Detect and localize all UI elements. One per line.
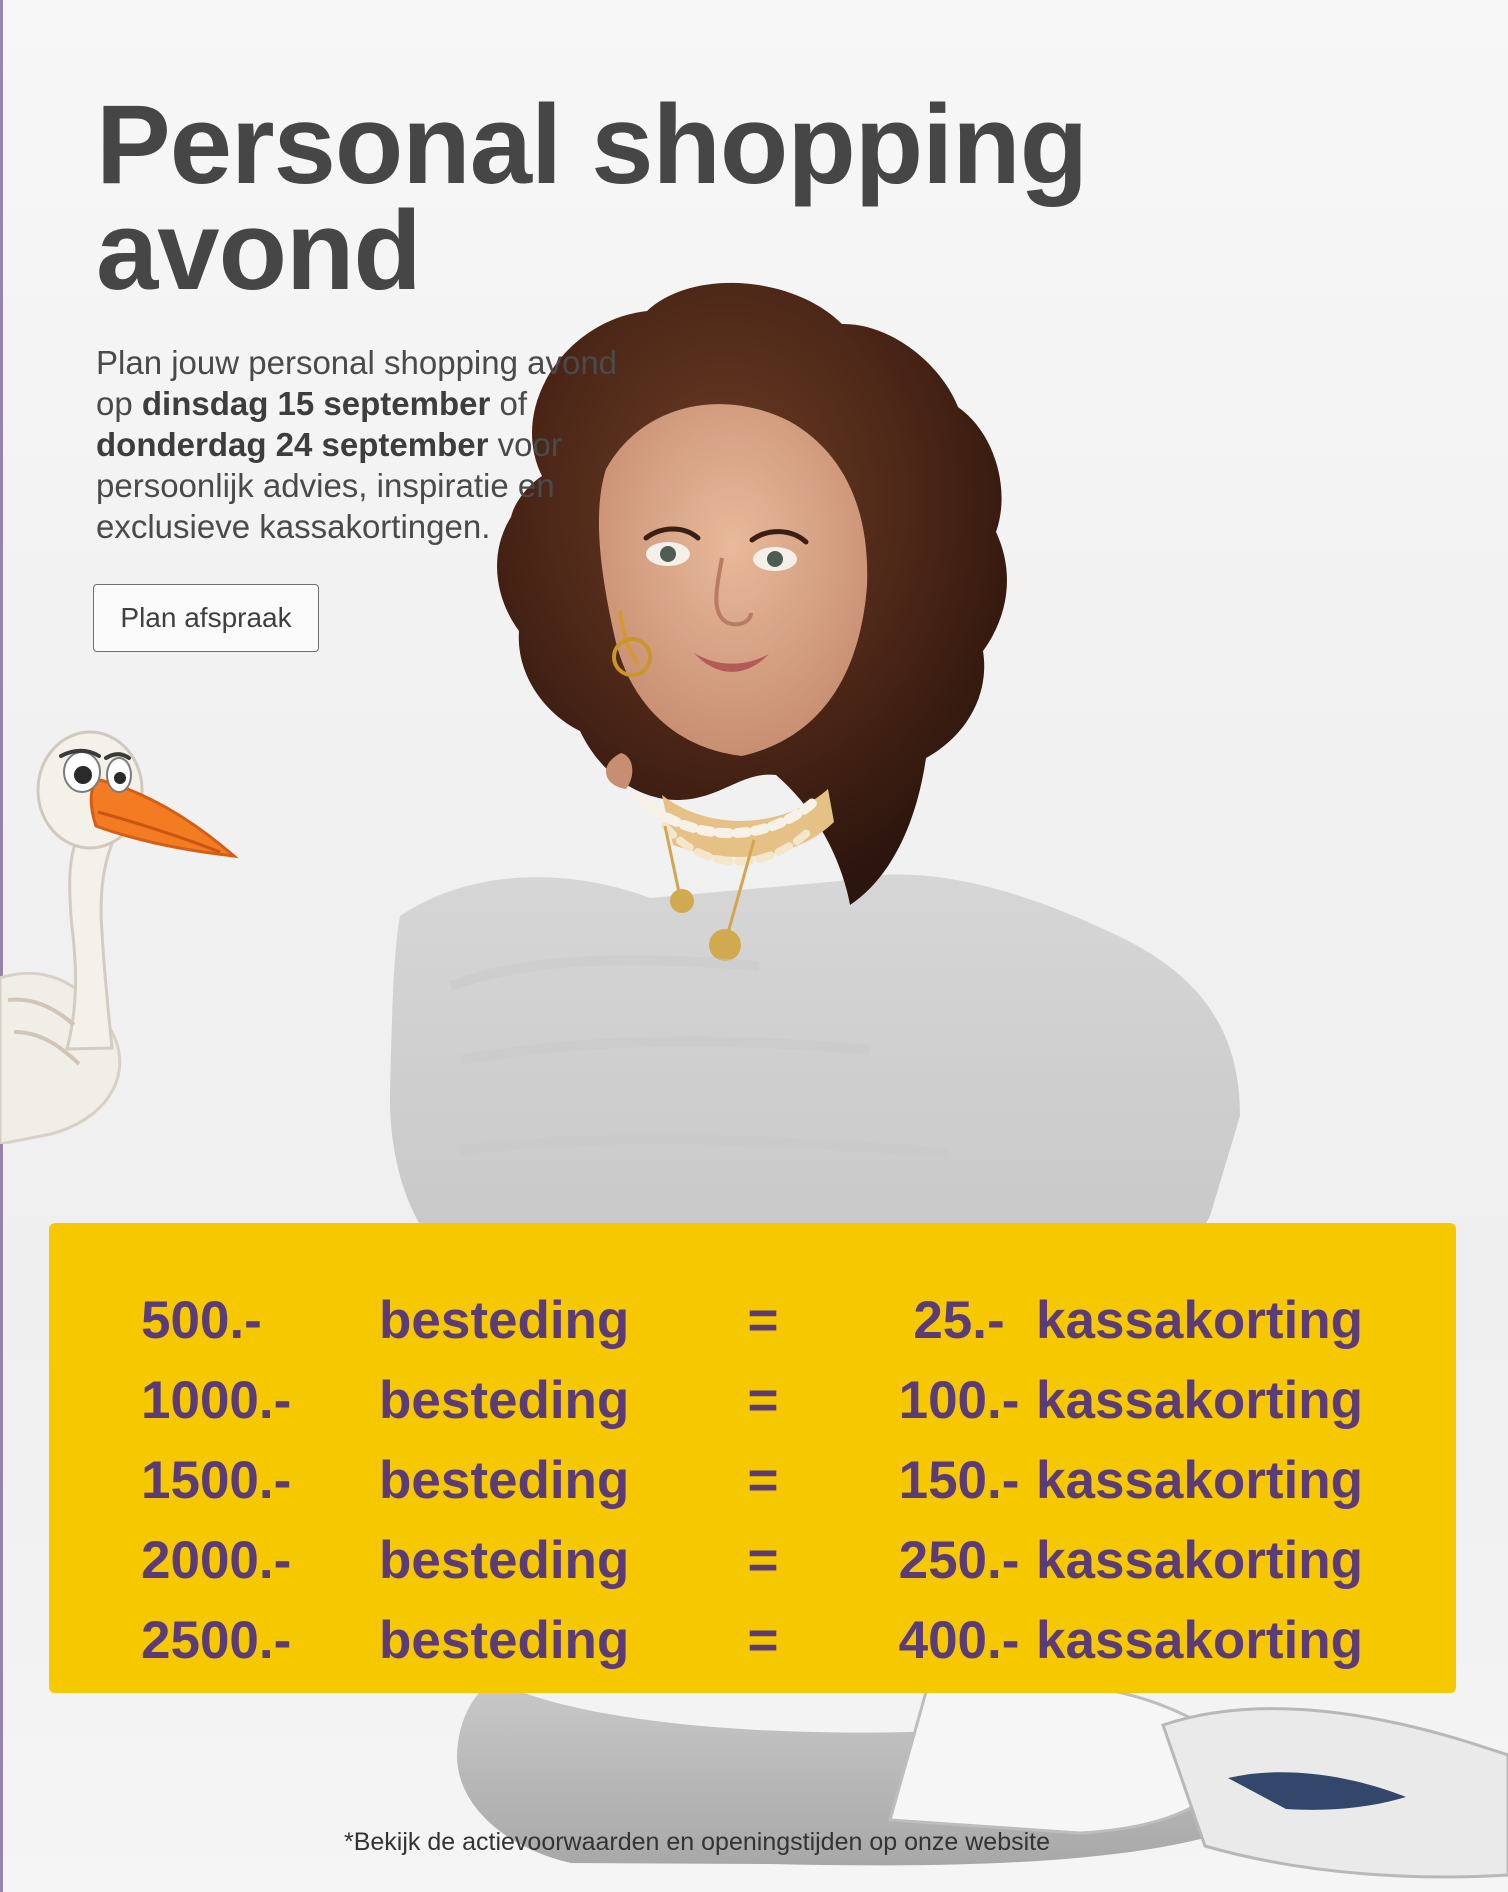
intro-line-3	[96, 424, 736, 465]
intro-prefix: op	[96, 385, 142, 422]
discount-row	[49, 1361, 1456, 1441]
spend-amount: 1000.-	[141, 1371, 292, 1430]
equals-sign: =	[747, 1371, 779, 1430]
page-title	[96, 82, 1296, 313]
date-first: dinsdag 15 september	[141, 385, 491, 422]
spend-amount: 2500.-	[141, 1611, 292, 1670]
discount-label: kassakorting	[1036, 1291, 1363, 1350]
spend-amount: 500.-	[141, 1291, 262, 1350]
equals-sign: =	[747, 1611, 779, 1670]
discount-label: kassakorting	[1036, 1531, 1363, 1590]
spend-amount: 1500.-	[141, 1451, 292, 1510]
plan-afspraak-button[interactable]: Plan afspraak	[93, 584, 319, 652]
intro-line-5: exclusieve kassakortingen.	[96, 508, 491, 545]
title-line-2: avond	[96, 188, 421, 313]
discount-label: kassakorting	[1036, 1371, 1363, 1430]
title-line-1: Personal shopping	[96, 82, 1088, 207]
spend-label: besteding	[379, 1611, 630, 1670]
discount-label: kassakorting	[1036, 1451, 1363, 1510]
discount-table	[49, 1223, 1456, 1693]
spend-amount: 2000.-	[141, 1531, 292, 1590]
equals-sign: =	[747, 1451, 779, 1510]
discount-label: kassakorting	[1036, 1611, 1363, 1670]
discount-row	[49, 1521, 1456, 1601]
discount-amount: 400.-	[898, 1611, 1020, 1670]
intro-text	[96, 342, 736, 547]
intro-line-4: persoonlijk advies, inspiratie en	[96, 467, 555, 504]
discount-amount: 150.-	[898, 1451, 1020, 1510]
intro-line-1: Plan jouw personal shopping avond	[96, 344, 618, 381]
discount-row	[49, 1441, 1456, 1521]
intro-voor: voor	[488, 426, 562, 463]
date-second: donderdag 24 september	[96, 426, 489, 463]
spend-label: besteding	[379, 1371, 630, 1430]
intro-conjunction: of	[490, 385, 528, 422]
equals-sign: =	[747, 1291, 779, 1350]
discount-amount: 100.-	[898, 1371, 1020, 1430]
discount-row	[49, 1601, 1456, 1681]
intro-line-2	[96, 383, 736, 424]
discount-amount: 25.-	[913, 1291, 1005, 1350]
equals-sign: =	[747, 1531, 779, 1590]
discount-amount: 250.-	[898, 1531, 1020, 1590]
spend-label: besteding	[379, 1531, 630, 1590]
terms-footnote: *Bekijk de actievoorwaarden en openingstijden op onze website	[344, 1828, 1051, 1856]
spend-label: besteding	[379, 1451, 630, 1510]
stork-mascot-illustration	[0, 714, 240, 1144]
spend-label: besteding	[379, 1291, 630, 1350]
discount-row	[49, 1281, 1456, 1361]
